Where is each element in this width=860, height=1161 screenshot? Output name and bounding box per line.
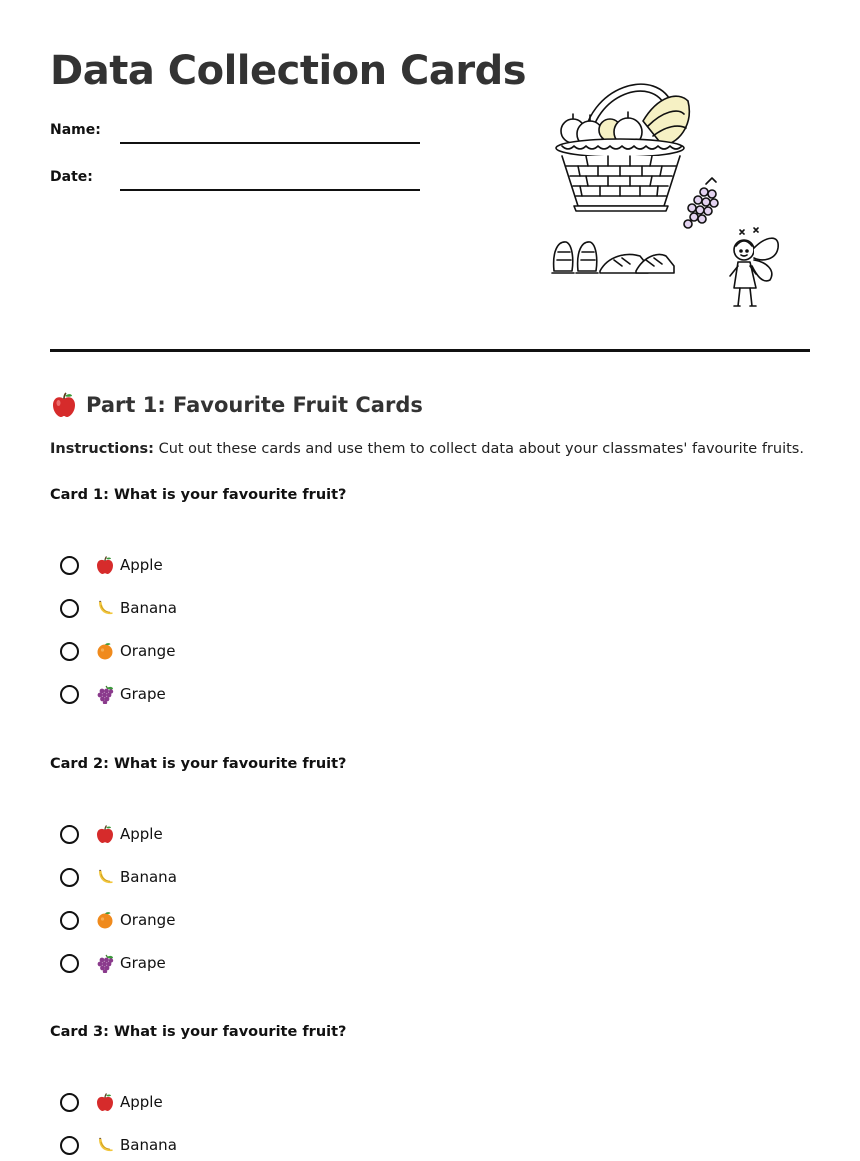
card-1-title: Card 1: What is your favourite fruit? — [50, 487, 347, 503]
radio-button[interactable] — [60, 556, 79, 575]
instructions-text: Cut out these cards and use them to collect data about your classmates' favourite fruits. — [153, 441, 804, 457]
option-label: Apple — [120, 825, 163, 843]
radio-button[interactable] — [60, 954, 79, 973]
name-field[interactable] — [50, 120, 430, 144]
date-line[interactable] — [120, 189, 420, 191]
card-2-option-apple[interactable] — [60, 821, 163, 847]
card-2-option-orange[interactable] — [60, 907, 175, 933]
grape-icon — [95, 684, 115, 704]
fruit-basket-illustration — [548, 66, 788, 316]
name-label: Name: — [50, 122, 101, 138]
section-divider — [50, 349, 810, 352]
instructions — [50, 441, 804, 457]
option-label: Banana — [120, 1136, 177, 1154]
card-1-option-banana[interactable] — [60, 595, 177, 621]
card-2-title: Card 2: What is your favourite fruit? — [50, 756, 347, 772]
card-1-option-apple[interactable] — [60, 552, 163, 578]
card-3-option-banana[interactable] — [60, 1132, 177, 1158]
option-label: Grape — [120, 685, 166, 703]
part1-title: Part 1: Favourite Fruit Cards — [86, 393, 423, 417]
apple-icon — [95, 1092, 115, 1112]
option-label: Grape — [120, 954, 166, 972]
option-label: Orange — [120, 642, 176, 660]
apple-icon — [50, 391, 78, 419]
grape-icon — [95, 953, 115, 973]
radio-button[interactable] — [60, 868, 79, 887]
orange-icon — [95, 641, 115, 661]
banana-icon — [95, 598, 115, 618]
radio-button[interactable] — [60, 1136, 79, 1155]
radio-button[interactable] — [60, 599, 79, 618]
part1-heading — [50, 390, 423, 420]
radio-button[interactable] — [60, 911, 79, 930]
option-label: Banana — [120, 868, 177, 886]
option-label: Apple — [120, 556, 163, 574]
option-label: Banana — [120, 599, 177, 617]
apple-icon — [95, 824, 115, 844]
banana-icon — [95, 867, 115, 887]
option-label: Apple — [120, 1093, 163, 1111]
page-title: Data Collection Cards — [50, 48, 527, 94]
apple-icon — [95, 555, 115, 575]
radio-button[interactable] — [60, 1093, 79, 1112]
banana-icon — [95, 1135, 115, 1155]
card-3-option-apple[interactable] — [60, 1089, 163, 1115]
radio-button[interactable] — [60, 825, 79, 844]
date-field[interactable] — [50, 167, 430, 191]
option-label: Orange — [120, 911, 176, 929]
card-1-option-orange[interactable] — [60, 638, 175, 664]
name-line[interactable] — [120, 142, 420, 144]
card-3-title: Card 3: What is your favourite fruit? — [50, 1024, 347, 1040]
instructions-lead: Instructions: — [50, 441, 154, 457]
card-2-option-grape[interactable] — [60, 950, 166, 976]
card-2-option-banana[interactable] — [60, 864, 177, 890]
date-label: Date: — [50, 169, 93, 185]
orange-icon — [95, 910, 115, 930]
radio-button[interactable] — [60, 642, 79, 661]
radio-button[interactable] — [60, 685, 79, 704]
card-1-option-grape[interactable] — [60, 681, 166, 707]
